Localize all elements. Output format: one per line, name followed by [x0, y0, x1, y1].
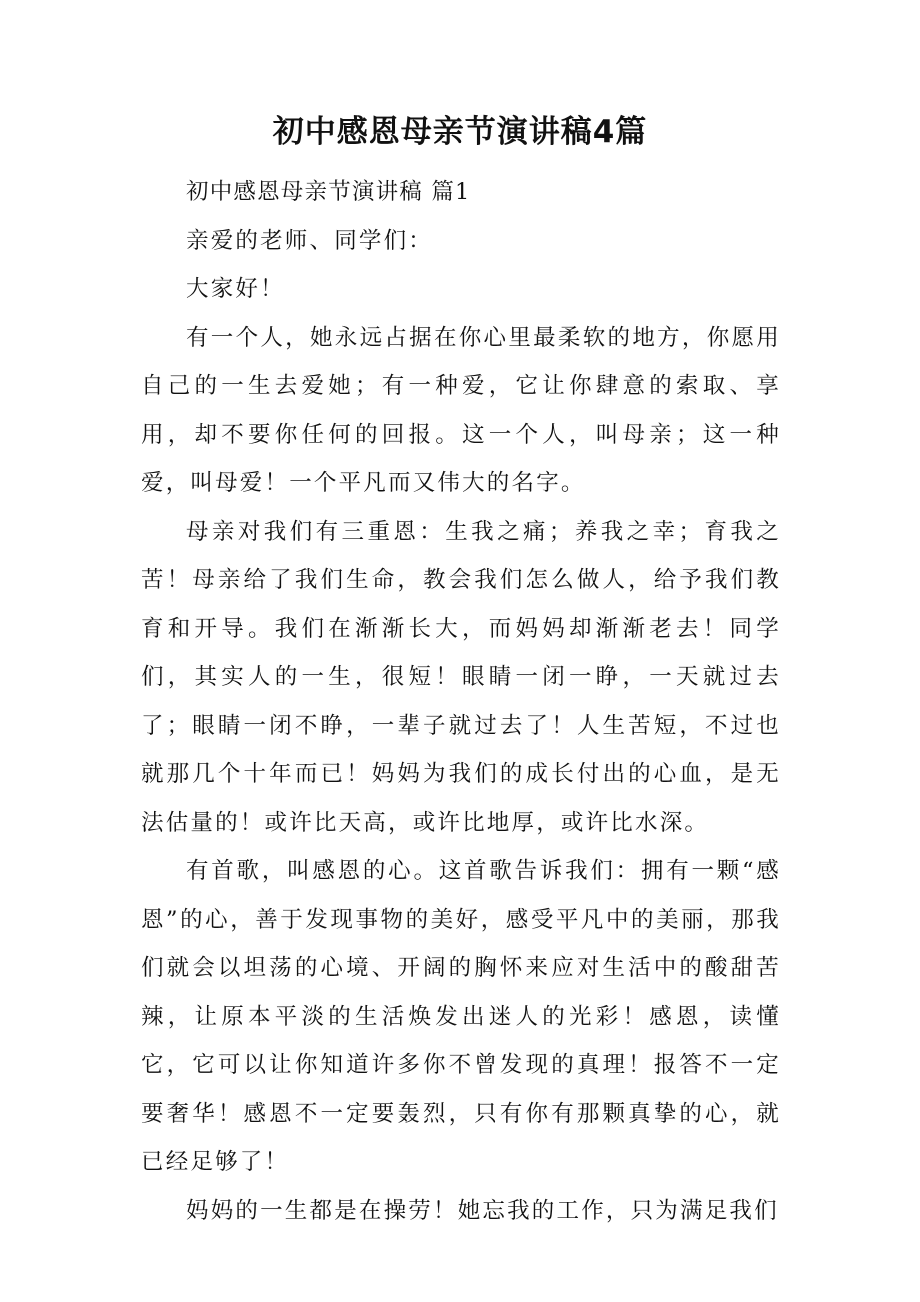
document-title: 初中感恩母亲节演讲稿4篇: [272, 114, 648, 150]
paragraph: 母亲对我们有三重恩：生我之痛；养我之幸；育我之苦！母亲给了我们生命，教会我们怎么做人，给予我们教育和开导。我们在渐渐长大，而妈妈却渐渐老去！同学们，其实人的一生，很短！眼睛一闭一睁，一天就过去了；眼睛一闭不睁，一辈子就过去了！人生苦短，不过也就那几个十年而已！妈妈为我们的成长付出的心血，是无法估量的！或许比天高，或许比地厚，或许比水深。: [141, 518, 781, 836]
section-heading: 初中感恩母亲节演讲稿 篇1: [186, 179, 471, 205]
paragraph: 有首歌，叫感恩的心。这首歌告诉我们：拥有一颗“感恩”的心，善于发现事物的美好，感受平凡中的美丽，那我们就会以坦荡的心境、开阔的胸怀来应对生活中的酸甜苦辣，让原本平淡的生活焕发出迷人的光彩！感恩，读懂它，它可以让你知道许多你不曾发现的真理！报答不一定要奢华！感恩不一定要轰烈，只有你有那颗真挚的心，就已经足够了！: [141, 858, 781, 1175]
paragraph: 妈妈的一生都是在操劳！她忘我的工作，只为满足我们: [186, 1197, 779, 1224]
greeting-line: 大家好！: [186, 276, 285, 302]
document-body: [141, 168, 781, 1235]
paragraph: 有一个人，她永远占据在你心里最柔软的地方，你愿用自己的一生去爱她；有一种爱，它让你肆意的索取、享用，却不要你任何的回报。这一个人，叫母亲；这一种爱，叫母爱！一个平凡而又伟大的名字。: [141, 324, 781, 496]
salutation: 亲爱的老师、同学们：: [186, 227, 434, 254]
